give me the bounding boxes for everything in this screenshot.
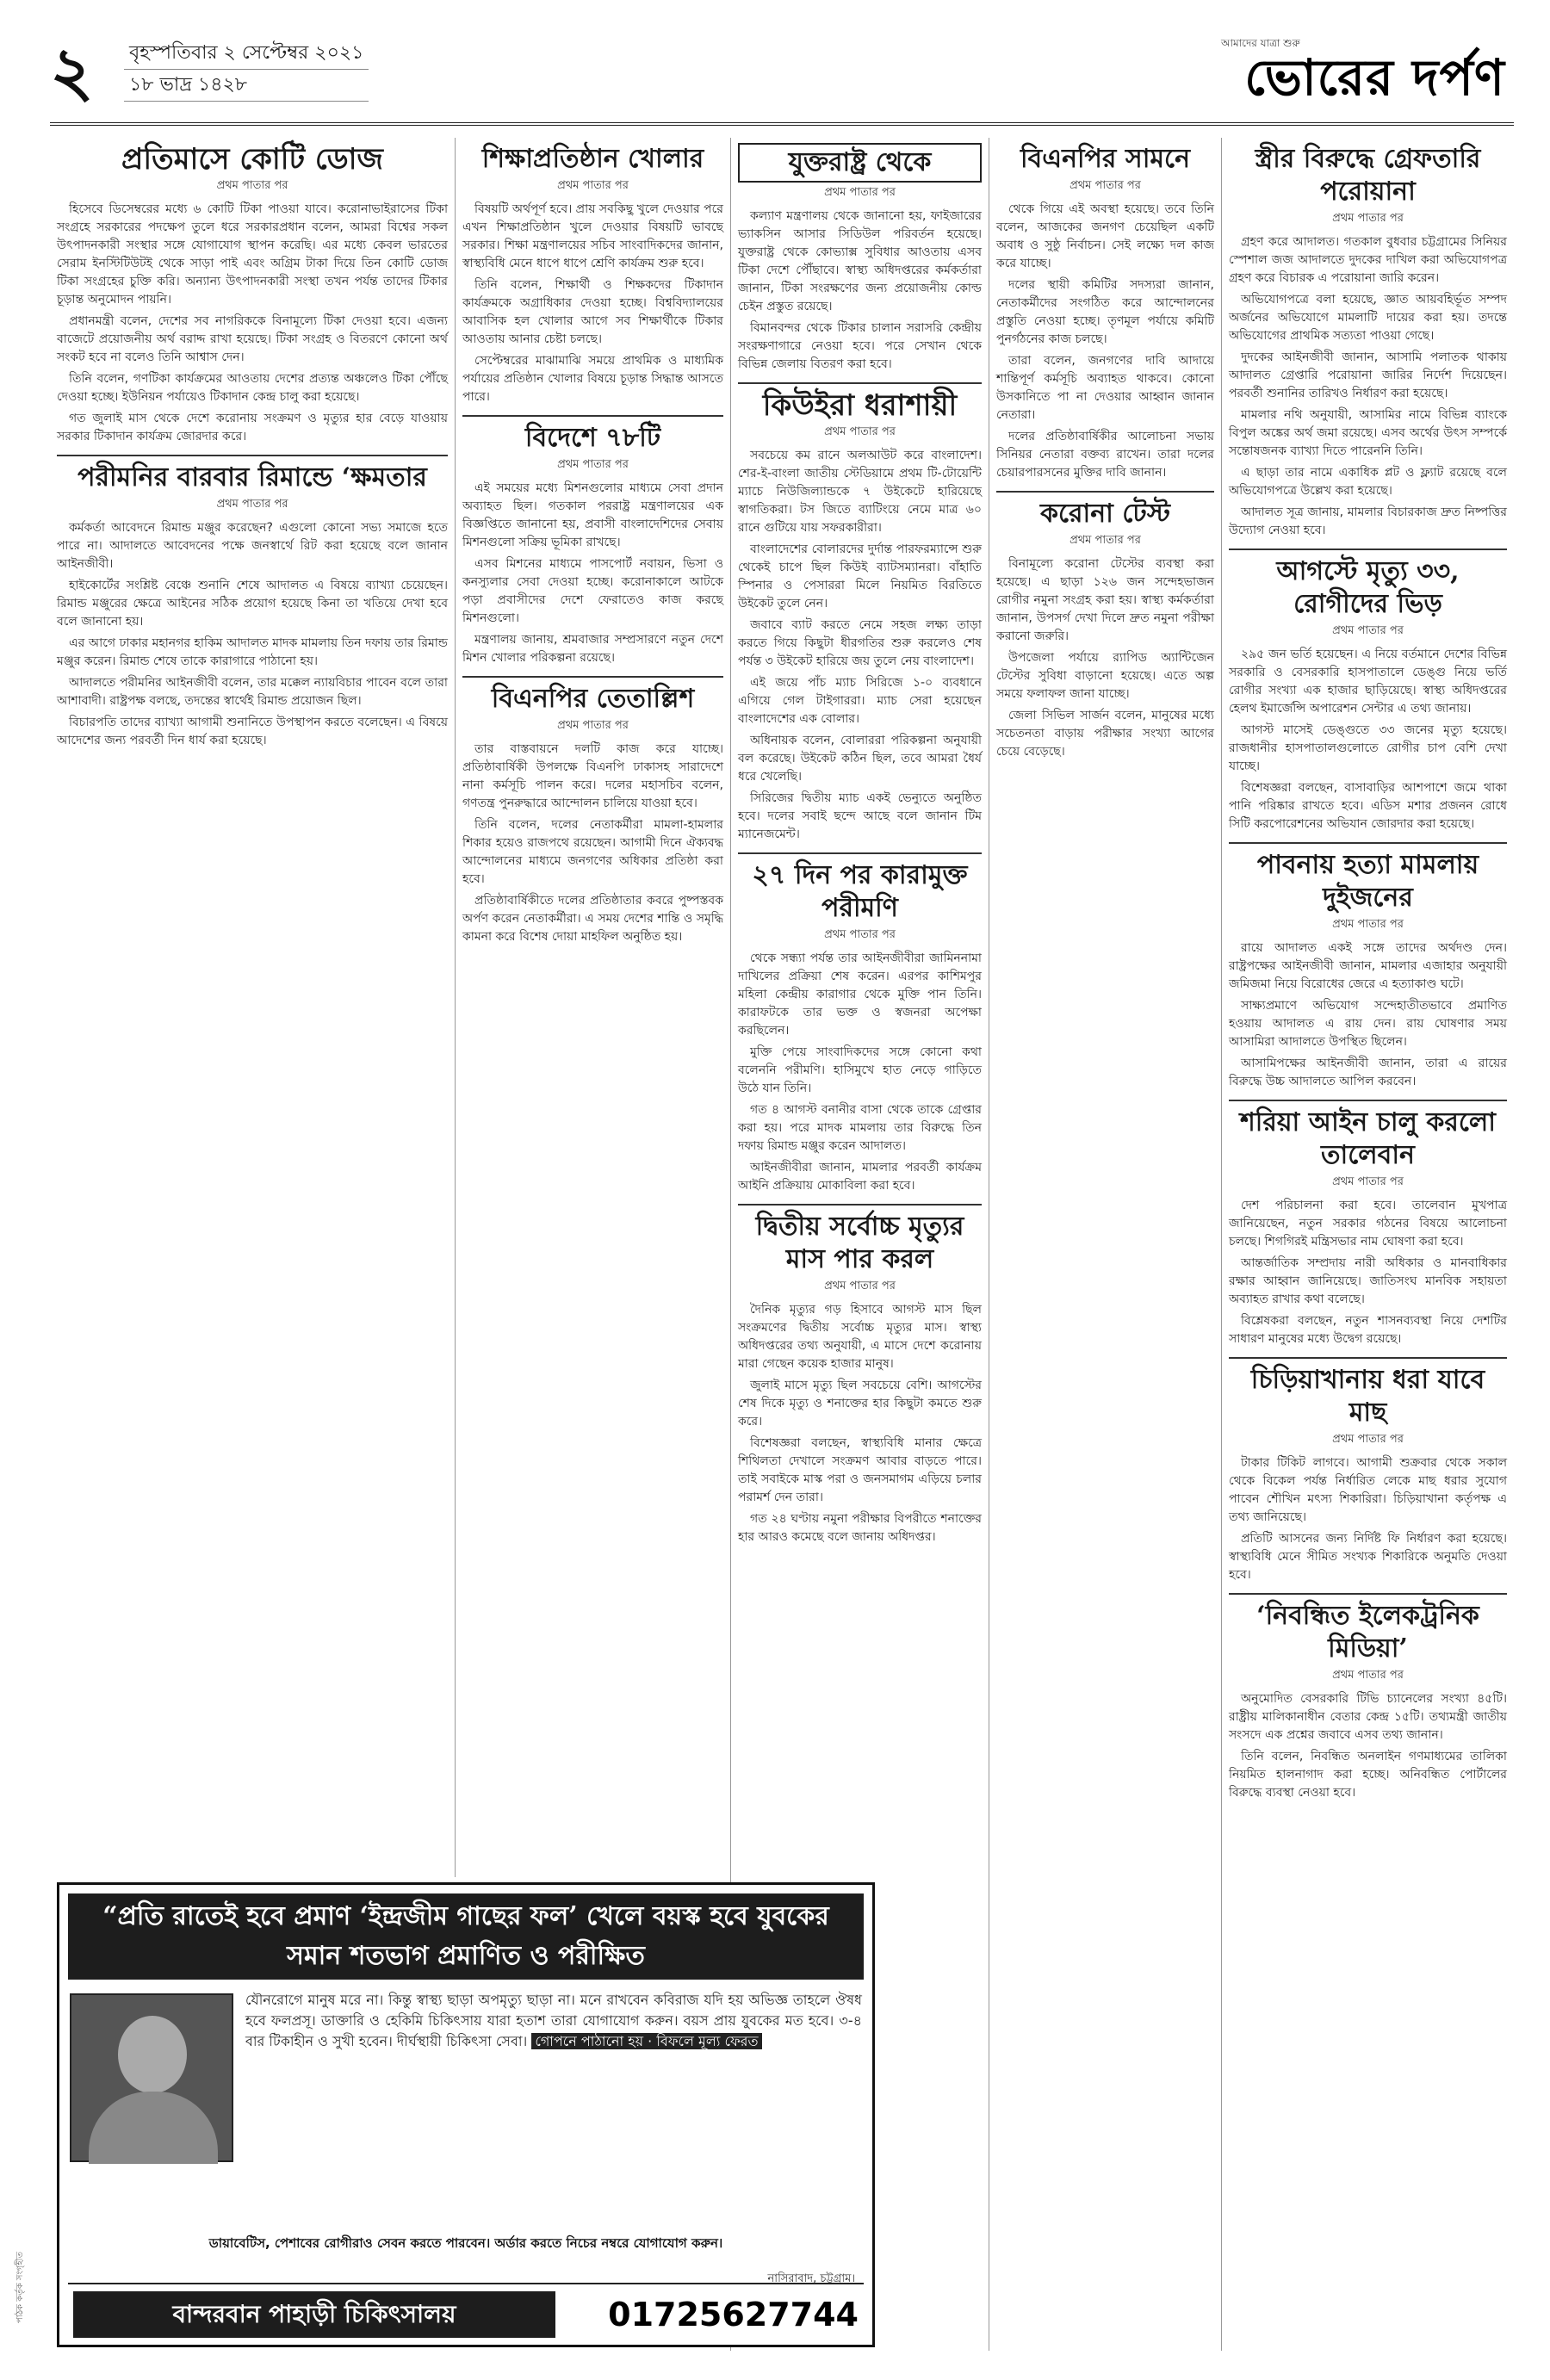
paragraph: অভিযোগপত্রে বলা হয়েছে, জ্ঞাত আয়বহির্ভূত সম্পদ অর্জনের অভিযোগে মামলাটি দায়ের করা হয়। তদন্তে অভিযোগের প্রাথমিক সত্যতা পাওয়া গেছে। [1229, 293, 1507, 343]
article-jump: প্রথম পাতার পর [1070, 534, 1141, 547]
article-jump: প্রথম পাতার পর [216, 179, 288, 192]
ad-title: “প্রতি রাতেই হবে প্রমাণ ‘ইন্দ্রজীম গাছের ফল’ খেলে বয়স্ক হবে যুবকের সমান শতভাগ প্রমাণিত ও পরীক্ষিত [68, 1893, 864, 1980]
paragraph: আসামিপক্ষের আইনজীবী জানান, তারা এ রায়ের বিরুদ্ধে উচ্চ আদালতে আপিল করবেন। [1229, 1057, 1507, 1088]
article-body [1229, 1690, 1507, 1802]
article-jump: প্রথম পাতার পর [1332, 1669, 1404, 1682]
article-body [738, 447, 982, 844]
paragraph: প্রতিটি আসনের জন্য নির্দিষ্ট ফি নির্ধারণ করা হয়েছে। স্বাস্থ্যবিধি মেনে সীমিত সংখ্যক শিকারিকে অনুমতি দেওয়া হবে। [1229, 1532, 1507, 1582]
paragraph: ২৯৫ জন ভর্তি হয়েছেন। এ নিয়ে বর্তমানে দেশের বিভিন্ন সরকারি ও বেসরকারি হাসপাতালে ডেঙ্গু নিয়ে ভর্তি রোগীর সংখ্যা এক হাজার ছাড়িয়েছে। স্বাস্থ্য অধিদপ্তরের হেলথ ইমার্জেন্সি অপারেশন সেন্টার এ তথ্য জানায়। [1229, 648, 1507, 716]
article-usa [738, 143, 982, 374]
date-block [124, 38, 369, 102]
article-headline: চিড়িয়াখানায় ধরা যাবে মাছ [1250, 1365, 1485, 1428]
article-divider [738, 382, 982, 384]
ad-extra-lines: ডায়াবেটিস, পেশাবের রোগীরাও সেবন করতে পারবেন। অর্ডার করতে নিচের নম্বরে যোগাযোগ করুন। [208, 2235, 723, 2251]
article-27-din [738, 859, 982, 1195]
article-headline: ‘নিবন্ধিত ইলেকট্রনিক মিডিয়া’ [1256, 1601, 1479, 1664]
paragraph: সিরিজের দ্বিতীয় ম্যাচ একই ভেন্যুতে অনুষ্ঠিত হবে। দলের সবাই ছন্দে আছে বলে জানান টিম ম্যানেজমেন্ট। [738, 791, 982, 841]
article-headline: কিউইরা ধরাশায়ী [762, 388, 958, 423]
article-headline: পাবনায় হত্যা মামলায় দুইজনের [1256, 850, 1479, 913]
paragraph: তিনি বলেন, দলের নেতাকর্মীরা মামলা-হামলার শিকার হয়েও রাজপথে রয়েছেন। আগামী দিনে ঐক্যবদ্ধ আন্দোলনের মাধ্যমে জনগণের অধিকার প্রতিষ্ঠা করা হবে। [462, 818, 723, 886]
article-body [462, 480, 723, 667]
paragraph: তিনি বলেন, শিক্ষার্থী ও শিক্ষকদের টিকাদান কার্যক্রমকে অগ্রাধিকার দেওয়া হচ্ছে। বিশ্ববিদ্যালয়ের আবাসিক হল খোলার আগে সব শিক্ষার্থীকে টিকার আওতায় আনার চেষ্টা চলছে। [462, 278, 723, 346]
paragraph: জবাবে ব্যাট করতে নেমে সহজ লক্ষ্য তাড়া করতে গিয়ে কিছুটা ধীরগতির শুরু করলেও শেষ পর্যন্ত ৩ উইকেট হারিয়ে জয় তুলে নেয় বাংলাদেশ। [738, 618, 982, 668]
article-jump: প্রথম পাতার পর [1332, 1175, 1404, 1188]
article-divider [738, 1204, 982, 1205]
paragraph: অধিনায়ক বলেন, বোলাররা পরিকল্পনা অনুযায়ী বল করেছে। উইকেট কঠিন ছিল, তবে আমরা ধৈর্য ধরে খেলেছি। [738, 734, 982, 784]
article-august-mrittu [1229, 555, 1507, 834]
logo-name: ভোরের দর্পণ [1244, 48, 1505, 107]
paragraph: গত ৪ আগস্ট বনানীর বাসা থেকে তাকে গ্রেপ্তার করা হয়। পরে মাদক মামলায় তার বিরুদ্ধে তিন দফায় রিমান্ড মঞ্জুর করেন আদালত। [738, 1103, 982, 1153]
article-jump: প্রথম পাতার পর [824, 928, 896, 941]
article-pabna [1229, 849, 1507, 1091]
article-headline: বিএনপির তেতাল্লিশ [491, 684, 695, 714]
article-body [1229, 1454, 1507, 1584]
article-jump: প্রথম পাতার পর [1332, 1433, 1404, 1446]
article-headline: বিদেশে ৭৮টি [524, 423, 661, 453]
article-headline: শিক্ষাপ্রতিষ্ঠান খোলার [481, 144, 704, 174]
article-headline: বিএনপির সামনে [1020, 144, 1191, 174]
paragraph: এ ছাড়া তার নামে একাধিক প্লট ও ফ্ল্যাট রয়েছে বলে অভিযোগপত্রে উল্লেখ করা হয়েছে। [1229, 466, 1507, 498]
article-body [57, 519, 448, 750]
paragraph: অনুমোদিত বেসরকারি টিভি চ্যানেলের সংখ্যা ৪৫টি। রাষ্ট্রীয় মালিকানাধীন বেতার কেন্দ্র ১৫টি। তথ্যমন্ত্রী জাতীয় সংসদে এক প্রশ্নের জবাবে এসব তথ্য জানান। [1229, 1692, 1507, 1742]
paragraph: দেশ পরিচালনা করা হবে। তালেবান মুখপাত্র জানিয়েছেন, নতুন সরকার গঠনের বিষয়ে আলোচনা চলছে। শিগগিরই মন্ত্রিসভার নাম ঘোষণা করা হবে। [1229, 1199, 1507, 1249]
article-headline: যুক্তরাষ্ট্র থেকে [738, 143, 982, 183]
article-headline: ২৭ দিন পর কারামুক্ত পরীমণি [752, 860, 968, 923]
article-body [738, 950, 982, 1195]
article-body [462, 201, 723, 406]
article-body [738, 208, 982, 374]
article-koti-dose [57, 143, 448, 446]
paragraph: বিমানবন্দর থেকে টিকার চালান সরাসরি কেন্দ্রীয় সংরক্ষণাগারে নেওয়া হবে। পরে সেখান থেকে বিভিন্ন জেলায় বিতরণ করা হবে। [738, 321, 982, 371]
column-4 [989, 138, 1221, 2351]
article-jump: প্রথম পাতার পর [557, 458, 629, 471]
article-jump: প্রথম পাতার পর [1332, 212, 1404, 225]
paragraph: প্রতিষ্ঠাবার্ষিকীতে দলের প্রতিষ্ঠাতার কবরে পুষ্পস্তবক অর্পণ করেন নেতাকর্মীরা। এ সময় দেশের শান্তি ও সমৃদ্ধি কামনা করে বিশেষ দোয়া মাহফিল অনুষ্ঠিত হয়। [462, 894, 723, 944]
article-headline: আগস্টে মৃত্যু ৩৩, রোগীদের ভিড় [1276, 556, 1460, 619]
article-kiwi [738, 389, 982, 844]
logo-tagline: আমাদের যাত্রা শুরু [1221, 37, 1300, 49]
ad-highlight: গোপনে পাঠানো হয় · বিফলে মূল্য ফেরত [531, 2033, 761, 2049]
article-jump: প্রথম পাতার পর [1332, 918, 1404, 931]
article-headline: শরিয়া আইন চালু করলো তালেবান [1240, 1107, 1496, 1170]
paragraph: তারা বলেন, জনগণের দাবি আদায়ে শান্তিপূর্ণ কর্মসূচি অব্যাহত থাকবে। কোনো উসকানিতে পা না দেওয়ার আহ্বান জানান নেতারা। [996, 354, 1214, 422]
paragraph: উপজেলা পর্যায়ে র‍্যাপিড অ্যান্টিজেন টেস্টের সুবিধা বাড়ানো হয়েছে। এতে অল্প সময়ে ফলাফল জানা যাচ্ছে। [996, 651, 1214, 701]
article-body [996, 201, 1214, 482]
article-jump: প্রথম পাতার পর [216, 498, 288, 511]
paragraph: সেপ্টেম্বরের মাঝামাঝি সময়ে প্রাথমিক ও মাধ্যমিক পর্যায়ের প্রতিষ্ঠান খোলার বিষয়ে চূড়ান্ত সিদ্ধান্ত আসতে পারে। [462, 354, 723, 404]
article-corona-test [996, 498, 1214, 761]
side-stamp-text: পাঠক কর্তৃক সংগৃহীত [16, 2252, 25, 2323]
paragraph: আন্তর্জাতিক সম্প্রদায় নারী অধিকার ও মানবাধিকার রক্ষার আহ্বান জানিয়েছে। জাতিসংঘ মানবিক সহায়তা অব্যাহত রাখার কথা বলেছে। [1229, 1256, 1507, 1306]
article-divider [1229, 549, 1507, 550]
date-bengali: ১৮ ভাদ্র ১৪২৮ [124, 70, 369, 102]
paragraph: মন্ত্রণালয় জানায়, শ্রমবাজার সম্প্রসারণে নতুন দেশে মিশন খোলার পরিকল্পনা রয়েছে। [462, 633, 723, 665]
advertisement [57, 1882, 875, 2347]
paragraph: এর আগে ঢাকার মহানগর হাকিম আদালত মাদক মামলায় তিন দফায় তার রিমান্ড মঞ্জুর করেন। রিমান্ড শেষে তাকে কারাগারে পাঠানো হয়। [57, 636, 448, 668]
article-divider [1229, 1100, 1507, 1101]
article-stri [1229, 143, 1507, 540]
article-jump: প্রথম পাতার পর [824, 1280, 896, 1292]
ad-footer [68, 2272, 864, 2340]
article-media [1229, 1600, 1507, 1802]
article-body [1229, 1197, 1507, 1348]
ad-clinic-name: বান্দরবান পাহাড়ী চিকিৎসালয় [73, 2291, 555, 2338]
paragraph: থেকে সন্ধ্যা পর্যন্ত তার আইনজীবীরা জামিননামা দাখিলের প্রক্রিয়া শেষ করেন। এরপর কাশিমপুর মহিলা কেন্দ্রীয় কারাগার থেকে মুক্তি পান তিনি। কারাফটকে তার ভক্ত ও স্বজনরা অপেক্ষা করছিলেন। [738, 951, 982, 1038]
ad-body [245, 1990, 862, 2222]
paragraph: দলের প্রতিষ্ঠাবার্ষিকীর আলোচনা সভায় সিনিয়র নেতারা বক্তব্য রাখেন। তারা দলের চেয়ারপারসনের মুক্তির দাবি জানান। [996, 430, 1214, 480]
article-body [1229, 939, 1507, 1091]
newspaper-logo [1221, 31, 1505, 117]
article-divider [462, 415, 723, 417]
article-body [1229, 233, 1507, 540]
article-body [1229, 646, 1507, 834]
portrait-head-shape [118, 2016, 187, 2093]
article-divider [1229, 1593, 1507, 1595]
ad-portrait-image [70, 1993, 233, 2162]
article-jump: প্রথম পাতার পর [824, 186, 896, 199]
paragraph: মামলার নথি অনুযায়ী, আসামির নামে বিভিন্ন ব্যাংকে বিপুল অঙ্কের অর্থ জমা রয়েছে। এসব অর্থের উৎস সম্পর্কে সন্তোষজনক ব্যাখ্যা দিতে পারেননি তিনি। [1229, 408, 1507, 458]
article-shikkha [462, 143, 723, 406]
paragraph: মুক্তি পেয়ে সাংবাদিকদের সঙ্গে কোনো কথা বলেননি পরীমণি। হাসিমুখে হাত নেড়ে গাড়িতে উঠে যান তিনি। [738, 1045, 982, 1095]
article-bidesh [462, 422, 723, 667]
paragraph: হিসেবে ডিসেম্বরের মধ্যে ৬ কোটি টিকা পাওয়া যাবে। করোনাভাইরাসের টিকা সংগ্রহে সরকারের পদক্ষেপ তুলে ধরে সরকারপ্রধান বলেন, আমরা বিশ্বের সকল উৎপাদনকারী সংস্থার সঙ্গে যোগাযোগ স্থাপন করেছি। এর মধ্যে কেবল ভারতের সেরাম ইনস্টিটিউটই থেকে সাড়া পাই এবং অগ্রিম টাকা দিয়ে তিন কোটি ডোজ টিকা সংগ্রহের চুক্তি করি। অন্যান্য উৎপাদনকারী সংস্থা তখন পর্যন্ত তাদের টিকার চূড়ান্ত অনুমোদন পায়নি। [57, 202, 448, 307]
article-shoria [1229, 1106, 1507, 1348]
article-headline: স্ত্রীর বিরুদ্ধে গ্রেফতারি পরোয়ানা [1255, 144, 1481, 207]
paragraph: আদালতে পরীমনির আইনজীবী বলেন, তার মক্কেল ন্যায়বিচার পাবেন বলে তারা আশাবাদী। রাষ্ট্রপক্ষ বলছে, তদন্তের স্বার্থেই রিমান্ড প্রয়োজন ছিল। [57, 676, 448, 708]
paragraph: বিষয়টি অর্থপূর্ণ হবে। প্রায় সবকিছু খুলে দেওয়ার পরে এখন শিক্ষাপ্রতিষ্ঠান খুলে দেওয়ার বিষয়টি ভাবছে সরকার। শিক্ষা মন্ত্রণালয়ের সচিব সাংবাদিকদের জানান, স্বাস্থ্যবিধি মেনে ধাপে ধাপে শ্রেণি কার্যক্রম শুরু হবে। [462, 202, 723, 270]
article-divider [1229, 842, 1507, 844]
date-gregorian: বৃহস্পতিবার ২ সেপ্টেম্বর ২০২১ [124, 38, 369, 70]
article-headline: দ্বিতীয় সর্বোচ্চ মৃত্যুর মাস পার করল [755, 1212, 964, 1274]
article-body [738, 1301, 982, 1546]
article-parimoni [57, 462, 448, 750]
article-bnp-tetallish [462, 683, 723, 946]
paragraph: দৈনিক মৃত্যুর গড় হিসাবে আগস্ট মাস ছিল সংক্রমণের দ্বিতীয় সর্বোচ্চ মৃত্যুর মাস। স্বাস্থ্য অধিদপ্তরের তথ্য অনুযায়ী, এ মাসে দেশে করোনায় মারা গেছেন কয়েক হাজার মানুষ। [738, 1303, 982, 1371]
paragraph: এই জয়ে পাঁচ ম্যাচ সিরিজে ১-০ ব্যবধানে এগিয়ে গেল টাইগাররা। ম্যাচ সেরা হয়েছেন বাংলাদেশের এক বোলার। [738, 676, 982, 726]
masthead [50, 29, 1514, 126]
article-body [462, 741, 723, 946]
paragraph: তিনি বলেন, গণটিকা কার্যক্রমের আওতায় দেশের প্রত্যন্ত অঞ্চলেও টিকা পৌঁছে দেওয়া হচ্ছে। ইউনিয়ন পর্যায়েও টিকাদান কেন্দ্র চালু করা হয়েছে। [57, 372, 448, 404]
paragraph: প্রধানমন্ত্রী বলেন, দেশের সব নাগরিককে বিনামূল্যে টিকা দেওয়া হবে। এজন্য বাজেটে প্রয়োজনীয় অর্থ বরাদ্দ রাখা হয়েছে। টিকা সংগ্রহ ও বিতরণে কোনো অর্থ সংকট হবে না বলেও তিনি আশ্বাস দেন। [57, 314, 448, 364]
article-body [996, 555, 1214, 761]
side-stamp [10, 2222, 28, 2325]
article-mrittu [738, 1211, 982, 1546]
paragraph: বিশেষজ্ঞরা বলছেন, স্বাস্থ্যবিধি মানার ক্ষেত্রে শিথিলতা দেখালে সংক্রমণ আবার বাড়তে পারে। তাই সবাইকে মাস্ক পরা ও জনসমাগম এড়িয়ে চলার পরামর্শ দেন তারা। [738, 1436, 982, 1504]
article-body [57, 201, 448, 446]
paragraph: বিশ্লেষকরা বলছেন, নতুন শাসনব্যবস্থা নিয়ে দেশটির সাধারণ মানুষের মধ্যে উদ্বেগ রয়েছে। [1229, 1314, 1507, 1346]
ad-phone-number[interactable]: 01725627744 [608, 2296, 859, 2334]
article-divider [738, 852, 982, 854]
article-divider [462, 676, 723, 678]
article-divider [57, 455, 448, 456]
paragraph: এসব মিশনের মাধ্যমে পাসপোর্ট নবায়ন, ভিসা ও কনস্যুলার সেবা দেওয়া হচ্ছে। করোনাকালে আটকে পড়া প্রবাসীদের দেশে ফেরাতেও কাজ করছে মিশনগুলো। [462, 557, 723, 625]
paragraph: জেলা সিভিল সার্জন বলেন, মানুষের মধ্যে সচেতনতা বাড়ায় পরীক্ষার সংখ্যা আগের চেয়ে বেড়েছে। [996, 709, 1214, 759]
paragraph: দুদকের আইনজীবী জানান, আসামি পলাতক থাকায় আদালত গ্রেপ্তারি পরোয়ানা জারির নির্দেশ দিয়েছেন। পরবর্তী শুনানির তারিখও নির্ধারণ করা হয়েছে। [1229, 350, 1507, 400]
paragraph: থেকে গিয়ে এই অবস্থা হয়েছে। তবে তিনি বলেন, আজকের জনগণ চেয়েছিল একটি অবাধ ও সুষ্ঠু নির্বাচন। সেই লক্ষ্যে দল কাজ করে যাচ্ছে। [996, 202, 1214, 270]
paragraph: দলের স্থায়ী কমিটির সদস্যরা জানান, নেতাকর্মীদের সংগঠিত করে আন্দোলনের প্রস্তুতি নেওয়া হচ্ছে। তৃণমূল পর্যায়ে কমিটি পুনর্গঠনের কাজ চলছে। [996, 278, 1214, 346]
paragraph: গ্রহণ করে আদালত। গতকাল বুধবার চট্টগ্রামের সিনিয়র স্পেশাল জজ আদালতে দুদকের দাখিল করা অভিযোগপত্র গ্রহণ করে বিচারক এ পরোয়ানা জারি করেন। [1229, 235, 1507, 285]
article-chiriakhana [1229, 1364, 1507, 1584]
paragraph: কল্যাণ মন্ত্রণালয় থেকে জানানো হয়, ফাইজারের ভ্যাকসিন আসার সিডিউল পরিবর্তন হয়েছে। যুক্তরাষ্ট্র থেকে কোভ্যাক্স সুবিধার আওতায় এসব টিকা দেশে পৌঁছাবে। স্বাস্থ্য অধিদপ্তরের কর্মকর্তারা জানান, টিকা সংরক্ষণের জন্য প্রয়োজনীয় কোল্ড চেইন প্রস্তুত রয়েছে। [738, 209, 982, 313]
column-2 [455, 138, 730, 1877]
paragraph: বিশেষজ্ঞরা বলছেন, বাসাবাড়ির আশপাশে জমে থাকা পানি পরিষ্কার রাখতে হবে। এডিস মশার প্রজনন রোধে সিটি করপোরেশনের অভিযান জোরদার করা হয়েছে। [1229, 781, 1507, 831]
article-bnp-samne [996, 143, 1214, 482]
article-jump: প্রথম পাতার পর [1070, 179, 1141, 192]
article-headline: করোনা টেস্ট [1039, 499, 1171, 529]
paragraph: টাকার টিকিট লাগবে। আগামী শুক্রবার থেকে সকাল থেকে বিকেল পর্যন্ত নির্ধারিত লেকে মাছ ধরার সুযোগ পাবেন শৌখিন মৎস্য শিকারিরা। চিড়িয়াখানা কর্তৃপক্ষ এ তথ্য জানিয়েছে। [1229, 1456, 1507, 1524]
ad-body-text: যৌনরোগে মানুষ মরে না। কিন্তু স্বাস্থ্য ছাড়া অপমৃত্যু ছাড়া না। মনে রাখবেন কবিরাজ যদি হয় অভিজ্ঞ তাহলে ঔষধ হবে ফলপ্রসূ। ডাক্তারি ও হেকিমি চিকিৎসায় যারা হতাশ তারা যোগাযোগ করুন। বয়স প্রায় যুবকের মত হবে। ৩-৪ বার টিকাহীন ও সুখী হবেন। দীর্ঘস্থায়ী চিকিৎসা সেবা। [245, 1992, 862, 2049]
paragraph: বিনামূল্যে করোনা টেস্টের ব্যবস্থা করা হয়েছে। এ ছাড়া ১২৬ জন সন্দেহভাজন রোগীর নমুনা সংগ্রহ করা হয়। স্বাস্থ্য কর্মকর্তারা জানান, উপসর্গ দেখা দিলে দ্রুত নমুনা পরীক্ষা করানো জরুরি। [996, 557, 1214, 643]
article-headline: প্রতিমাসে কোটি ডোজ [121, 142, 383, 177]
paragraph: সবচেয়ে কম রানে অলআউট করে বাংলাদেশ। শের-ই-বাংলা জাতীয় স্টেডিয়ামে প্রথম টি-টোয়েন্টি ম্যাচে নিউজিল্যান্ডকে ৭ উইকেটে হারিয়েছে স্বাগতিকরা। টস জিতে ব্যাটিংয়ে নেমে মাত্র ৬০ রানে গুটিয়ে যায় সফরকারীরা। [738, 449, 982, 535]
article-jump: প্রথম পাতার পর [557, 179, 629, 192]
page-number: ২ [50, 33, 94, 111]
column-5 [1221, 138, 1514, 2351]
portrait-shoulders-shape [89, 2092, 218, 2164]
article-jump: প্রথম পাতার পর [1332, 624, 1404, 637]
ad-address: নাসিরাবাদ, চট্টগ্রাম। [767, 2272, 855, 2285]
paragraph: তিনি বলেন, নিবন্ধিত অনলাইন গণমাধ্যমের তালিকা নিয়মিত হালনাগাদ করা হচ্ছে। অনিবন্ধিত পোর্টালের বিরুদ্ধে ব্যবস্থা নেওয়া হবে। [1229, 1750, 1507, 1800]
paragraph: আইনজীবীরা জানান, মামলার পরবর্তী কার্যক্রম আইনি প্রক্রিয়ায় মোকাবিলা করা হবে। [738, 1161, 982, 1193]
paragraph: আগস্ট মাসেই ডেঙ্গুতে ৩৩ জনের মৃত্যু হয়েছে। রাজধানীর হাসপাতালগুলোতে রোগীর চাপ বেশি দেখা যাচ্ছে। [1229, 723, 1507, 773]
paragraph: গত জুলাই মাস থেকে দেশে করোনায় সংক্রমণ ও মৃত্যুর হার বেড়ে যাওয়ায় সরকার টিকাদান কার্যক্রম জোরদার করে। [57, 412, 448, 443]
paragraph: এই সময়ের মধ্যে মিশনগুলোর মাধ্যমে সেবা প্রদান অব্যাহত ছিল। গতকাল পররাষ্ট্র মন্ত্রণালয়ের এক বিজ্ঞপ্তিতে জানানো হয়, প্রবাসী বাংলাদেশিদের সেবায় মিশনগুলো সক্রিয় ভূমিকা রাখছে। [462, 481, 723, 549]
article-headline: পরীমনির বারবার রিমান্ডে ‘ক্ষমতার [78, 462, 427, 493]
paragraph: জুলাই মাসে মৃত্যু ছিল সবচেয়ে বেশি। আগস্টের শেষ দিকে মৃত্যু ও শনাক্তের হার কিছুটা কমতে শুরু করে। [738, 1379, 982, 1429]
paragraph: গত ২৪ ঘণ্টায় নমুনা পরীক্ষার বিপরীতে শনাক্তের হার আরও কমেছে বলে জানায় অধিদপ্তর। [738, 1512, 982, 1544]
paragraph: বিচারপতি তাদের ব্যাখ্যা আগামী শুনানিতে উপস্থাপন করতে বলেছেন। এ বিষয়ে আদেশের জন্য পরবর্তী দিন ধার্য করা হয়েছে। [57, 716, 448, 747]
article-divider [996, 491, 1214, 493]
paragraph: তার বাস্তবায়নে দলটি কাজ করে যাচ্ছে। প্রতিষ্ঠাবার্ষিকী উপলক্ষে বিএনপি ঢাকাসহ সারাদেশে নানা কর্মসূচি পালন করে। দলের মহাসচিব বলেন, গণতন্ত্র পুনরুদ্ধারে আন্দোলন চালিয়ে যাওয়া হবে। [462, 742, 723, 810]
paragraph: রায়ে আদালত একই সঙ্গে তাদের অর্থদণ্ড দেন। রাষ্ট্রপক্ষের আইনজীবী জানান, মামলার এজাহার অনুযায়ী জমিজমা নিয়ে বিরোধের জেরে এ হত্যাকাণ্ড ঘটে। [1229, 941, 1507, 991]
paragraph: আদালত সূত্র জানায়, মামলার বিচারকাজ দ্রুত নিষ্পত্তির উদ্যোগ নেওয়া হবে। [1229, 505, 1507, 537]
article-divider [1229, 1357, 1507, 1359]
paragraph: বাংলাদেশের বোলারদের দুর্দান্ত পারফরম্যান্সে শুরু থেকেই চাপে ছিল কিউই ব্যাটসম্যানরা। বাঁহাতি স্পিনার ও পেসাররা মিলে নিয়মিত বিরতিতে উইকেট তুলে নেন। [738, 542, 982, 610]
paragraph: হাইকোর্টের সংশ্লিষ্ট বেঞ্চে শুনানি শেষে আদালত এ বিষয়ে ব্যাখ্যা চেয়েছেন। রিমান্ড মঞ্জুরের ক্ষেত্রে আইনের সঠিক প্রয়োগ হয়েছে কিনা তা খতিয়ে দেখা হবে বলে জানানো হয়। [57, 579, 448, 629]
paragraph: সাক্ষ্যপ্রমাণে অভিযোগ সন্দেহাতীতভাবে প্রমাণিত হওয়ায় আদালত এ রায় দেন। রায় ঘোষণার সময় আসামিরা আদালতে উপস্থিত ছিলেন। [1229, 999, 1507, 1049]
article-jump: প্রথম পাতার পর [557, 719, 629, 732]
paragraph: কর্মকর্তা আবেদনে রিমান্ড মঞ্জুর করেছেন? এগুলো কোনো সভ্য সমাজে হতে পারে না। আদালতে আবেদনের পক্ষে জনস্বার্থে রিট করা হয়েছে বলে জানান আইনজীবী। [57, 521, 448, 571]
article-jump: প্রথম পাতার পর [824, 425, 896, 438]
